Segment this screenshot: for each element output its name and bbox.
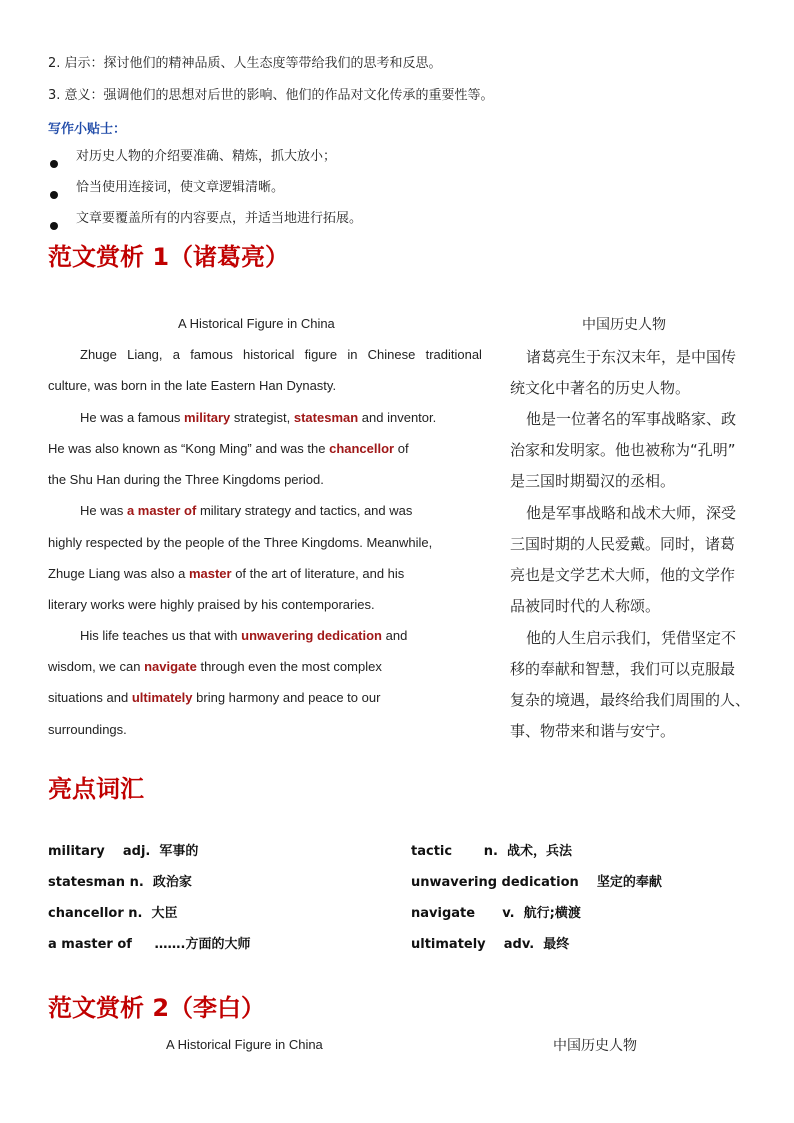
en-paragraph-line: He was also known as “Kong Ming” and was the chancellor of bbox=[48, 441, 409, 456]
vocab-highlight: navigate bbox=[144, 659, 197, 674]
en-paragraph-line: His life teaches us that with unwavering dedication and bbox=[80, 628, 408, 643]
cn-paragraph-line: 诸葛亮生于东汉末年，是中国传 bbox=[526, 348, 737, 366]
vocab-item: a master of …….方面的大师 bbox=[48, 937, 251, 952]
cn-paragraph-line: 他的人生启示我们，凭借坚定不 bbox=[526, 629, 737, 647]
vocab-highlight: statesman bbox=[293, 410, 359, 425]
vocab-item: chancellor n. 大臣 bbox=[48, 906, 178, 921]
en-paragraph-line: He was a famous military strategist, statesman and inventor. bbox=[80, 410, 437, 425]
section1-heading: 范文赏析 1（诸葛亮） bbox=[48, 243, 290, 271]
en-paragraph-line: situations and ultimately bring harmony and peace to our bbox=[48, 690, 381, 705]
vocab-item: ultimately adv. 最终 bbox=[411, 937, 570, 952]
bullet-dot-icon bbox=[50, 153, 58, 172]
vocab-heading: 亮点词汇 bbox=[48, 775, 144, 803]
writing-tip-bullet: 恰当使用连接词，使文章逻辑清晰。 bbox=[76, 180, 285, 195]
cn-paragraph-line: 治家和发明家。他也被称为“孔明” bbox=[510, 441, 736, 459]
en-title: A Historical Figure in China bbox=[178, 316, 335, 331]
en-paragraph-line: Zhuge Liang was also a master of the art of literature, and his bbox=[48, 566, 405, 581]
tip-item-3: 3. 意义：强调他们的思想对后世的影响、他们的作品对文化传承的重要性等。 bbox=[48, 88, 494, 103]
cn-paragraph-line: 他是军事战略和战术大师，深受 bbox=[526, 504, 737, 522]
cn-title-2: 中国历史人物 bbox=[553, 1038, 637, 1054]
cn-paragraph-line: 三国时期的人民爱戴。同时，诸葛 bbox=[510, 535, 736, 553]
vocab-highlight: chancellor bbox=[329, 441, 395, 456]
cn-paragraph-line: 品被同时代的人称颂。 bbox=[510, 597, 661, 615]
en-paragraph-line: the Shu Han during the Three Kingdoms period. bbox=[48, 472, 324, 487]
vocab-item: statesman n. 政治家 bbox=[48, 875, 192, 890]
en-paragraph-line: highly respected by the people of the Three Kingdoms. Meanwhile, bbox=[48, 535, 433, 550]
cn-paragraph-line: 事、物带来和谐与安宁。 bbox=[510, 722, 676, 740]
en-title-2: A Historical Figure in China bbox=[166, 1037, 323, 1052]
vocab-item: navigate v. 航行;横渡 bbox=[411, 906, 581, 921]
vocab-highlight: a master of bbox=[126, 503, 197, 518]
cn-paragraph-line: 亮也是文学艺术大师，他的文学作 bbox=[510, 566, 736, 584]
en-paragraph-line: culture, was born in the late Eastern Han Dynasty. bbox=[48, 378, 337, 393]
vocab-highlight: military bbox=[184, 410, 231, 425]
vocab-highlight: master bbox=[188, 566, 232, 581]
cn-paragraph-line: 是三国时期蜀汉的丞相。 bbox=[510, 472, 676, 490]
cn-paragraph-line: 他是一位著名的军事战略家、政 bbox=[526, 410, 737, 428]
bullet-dot-icon bbox=[50, 184, 58, 203]
writing-tip-bullet: 对历史人物的介绍要准确、精炼，抓大放小； bbox=[76, 149, 337, 164]
writing-tips-title: 写作小贴士： bbox=[48, 122, 127, 137]
en-paragraph-line: wisdom, we can navigate through even the most complex bbox=[48, 659, 382, 674]
vocab-item: tactic n. 战术，兵法 bbox=[411, 844, 572, 859]
writing-tip-bullet: 文章要覆盖所有的内容要点，并适当地进行拓展。 bbox=[76, 211, 363, 226]
bullet-dot-icon bbox=[50, 215, 58, 234]
en-paragraph-line: surroundings. bbox=[48, 722, 127, 737]
tip-item-2: 2. 启示：探讨他们的精神品质、人生态度等带给我们的思考和反思。 bbox=[48, 56, 442, 71]
cn-paragraph-line: 移的奉献和智慧，我们可以克服最 bbox=[510, 660, 736, 678]
cn-paragraph-line: 复杂的境遇，最终给我们周围的人、 bbox=[510, 691, 751, 709]
vocab-item: military adj. 军事的 bbox=[48, 844, 199, 859]
vocab-highlight: ultimately bbox=[131, 690, 193, 705]
cn-paragraph-line: 统文化中著名的历史人物。 bbox=[510, 379, 691, 397]
en-paragraph-line: literary works were highly praised by his contemporaries. bbox=[48, 597, 375, 612]
en-paragraph-line: He was a master of military strategy and tactics, and was bbox=[80, 503, 413, 518]
cn-title: 中国历史人物 bbox=[582, 317, 666, 333]
vocab-highlight: unwavering dedication bbox=[241, 628, 382, 643]
section2-heading: 范文赏析 2（李白） bbox=[48, 994, 266, 1022]
en-paragraph-line: Zhuge Liang, a famous historical figure in Chinese traditional bbox=[80, 347, 482, 362]
vocab-item: unwavering dedication 坚定的奉献 bbox=[411, 875, 662, 890]
